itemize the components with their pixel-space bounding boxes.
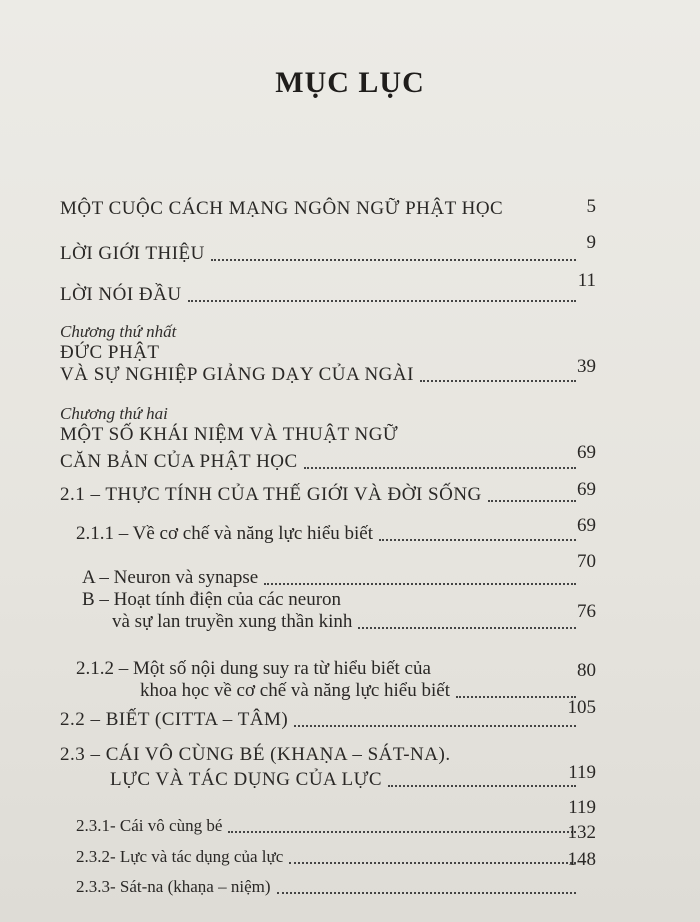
toc-entry-line: ĐỨC PHẬT xyxy=(60,342,160,363)
toc-entry-line: B – Hoạt tính điện của các neuron xyxy=(82,589,342,610)
toc-entry-page: 69 xyxy=(577,479,596,500)
toc-entry-14 xyxy=(76,846,580,868)
toc-entry-9 xyxy=(112,611,580,633)
toc-entry-text: LỜI NÓI ĐẦU xyxy=(60,284,182,305)
toc-entry-6 xyxy=(60,484,580,506)
chapter-label: Chương thứ hai xyxy=(60,404,168,423)
toc-entry-text: LỰC VÀ TÁC DỤNG CỦA LỰC xyxy=(110,769,382,790)
toc-entry-10 xyxy=(140,680,580,702)
toc-entry-page: 5 xyxy=(586,196,596,217)
toc-entry-text: và sự lan truyền xung thần kinh xyxy=(112,611,353,632)
toc-entry-15 xyxy=(76,876,580,898)
toc-entry-11 xyxy=(60,709,580,731)
toc-entry-line: MỘT SỐ KHÁI NIỆM VÀ THUẬT NGỮ xyxy=(60,424,399,445)
toc-entry-line: 2.1.2 – Một số nội dung suy ra từ hiểu biết của xyxy=(76,658,431,679)
chapter-label: Chương thứ nhất xyxy=(60,322,177,341)
toc-entry-page: 105 xyxy=(567,697,596,718)
toc-entry-page: 80 xyxy=(577,660,596,681)
toc-entry-text: MỘT CUỘC CÁCH MẠNG NGÔN NGỮ PHẬT HỌC xyxy=(60,198,504,219)
toc-entry-text: VÀ SỰ NGHIỆP GIẢNG DẠY CỦA NGÀI xyxy=(60,364,414,385)
toc-entry-8 xyxy=(82,567,580,589)
toc-entry-page: 132 xyxy=(567,822,596,843)
toc-entry-12 xyxy=(110,769,580,791)
toc-entry-text: 2.3.3- Sát-na (khaṇa – niệm) xyxy=(76,877,271,896)
toc-entry-7 xyxy=(76,523,580,545)
toc-entry-1 xyxy=(60,198,580,220)
toc-entry-text: LỜI GIỚI THIỆU xyxy=(60,243,205,264)
toc-entry-page: 39 xyxy=(577,356,596,377)
toc-entry-4 xyxy=(60,364,580,386)
toc-entry-page: 119 xyxy=(568,797,596,818)
toc-entry-text: 2.1.1 – Về cơ chế và năng lực hiểu biết xyxy=(76,523,373,544)
toc-entry-13 xyxy=(76,815,580,837)
toc-entry-text: 2.3.1- Cái vô cùng bé xyxy=(76,816,223,835)
toc-entry-line: 2.3 – CÁI VÔ CÙNG BÉ (KHAṆA – SÁT-NA). xyxy=(60,744,451,765)
toc-entry-text: 2.3.2- Lực và tác dụng của lực xyxy=(76,847,284,866)
toc-entry-3 xyxy=(60,284,580,306)
toc-entry-page: 11 xyxy=(577,270,596,291)
page-title: MỤC LỤC xyxy=(275,66,425,99)
toc-entry-text: CĂN BẢN CỦA PHẬT HỌC xyxy=(60,451,298,472)
toc-entry-text: khoa học về cơ chế và năng lực hiểu biết xyxy=(140,680,450,701)
toc-entry-page: 69 xyxy=(577,515,596,536)
toc-entry-text: 2.2 – BIẾT (CITTA – TÂM) xyxy=(60,709,289,730)
toc-entry-page: 69 xyxy=(577,442,596,463)
toc-entry-page: 119 xyxy=(568,762,596,783)
toc-entry-5 xyxy=(60,451,580,473)
toc-entry-page: 70 xyxy=(577,551,596,572)
toc-entry-text: A – Neuron và synapse xyxy=(82,567,259,588)
toc-entry-page: 148 xyxy=(567,849,596,870)
toc-entry-2 xyxy=(60,243,580,265)
toc-entry-page: 76 xyxy=(577,601,596,622)
toc-entry-page: 9 xyxy=(586,232,596,253)
toc-entry-text: 2.1 – THỰC TÍNH CỦA THẾ GIỚI VÀ ĐỜI SỐNG xyxy=(60,484,482,505)
